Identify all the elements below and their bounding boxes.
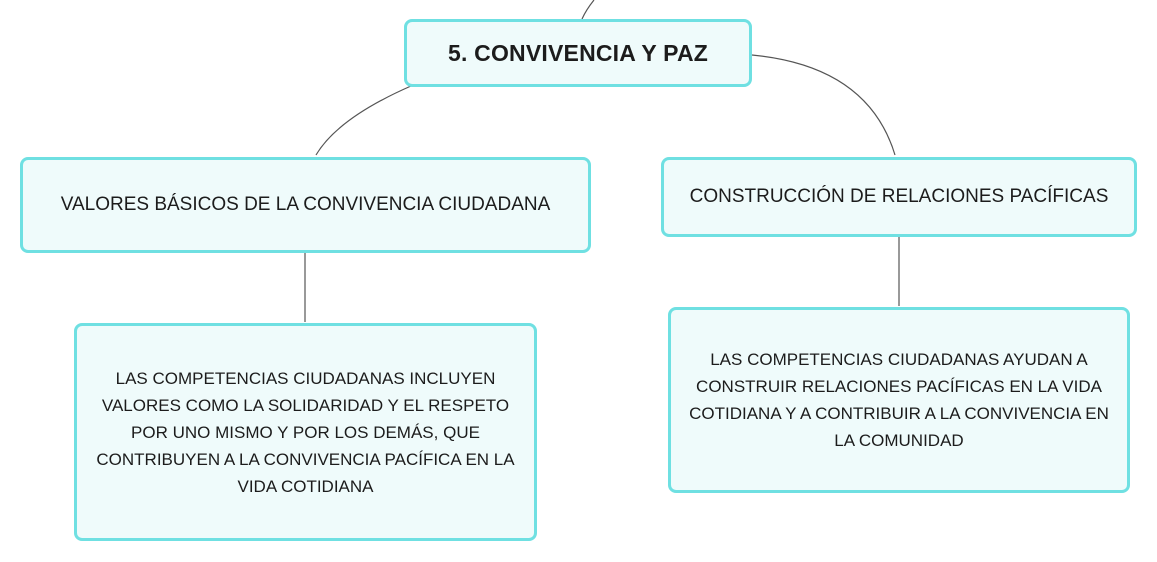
connector-parent-to-root xyxy=(582,0,594,19)
detail-text: LAS COMPETENCIAS CIUDADANAS AYUDAN A CONSTRUIR RELACIONES PACÍFICAS EN LA VIDA COTIDIANA Y A CONTRIBUIR A LA CONVIVENCIA EN LA COMUNIDAD xyxy=(689,350,1109,450)
connector-root-to-topic-left xyxy=(316,86,411,155)
connector-root-to-topic-right xyxy=(752,55,895,155)
central-topic-node[interactable] xyxy=(404,19,752,87)
topic-label: CONSTRUCCIÓN DE RELACIONES PACÍFICAS xyxy=(689,186,1109,207)
detail-node-relaciones[interactable] xyxy=(668,307,1130,493)
central-topic-label: 5. CONVIVENCIA Y PAZ xyxy=(447,39,709,66)
detail-text: LAS COMPETENCIAS CIUDADANAS INCLUYEN VALORES COMO LA SOLIDARIDAD Y EL RESPETO POR UNO MISMO Y POR LOS DEMÁS, QUE CONTRIBUYEN A LA CONVIVENCIA PACÍFICA EN LA VIDA COTIDIANA xyxy=(96,368,515,496)
topic-node-relaciones[interactable] xyxy=(661,157,1137,237)
detail-node-valores[interactable] xyxy=(74,323,537,541)
topic-label: VALORES BÁSICOS DE LA CONVIVENCIA CIUDADANA xyxy=(60,194,551,215)
topic-node-valores[interactable] xyxy=(20,157,591,253)
